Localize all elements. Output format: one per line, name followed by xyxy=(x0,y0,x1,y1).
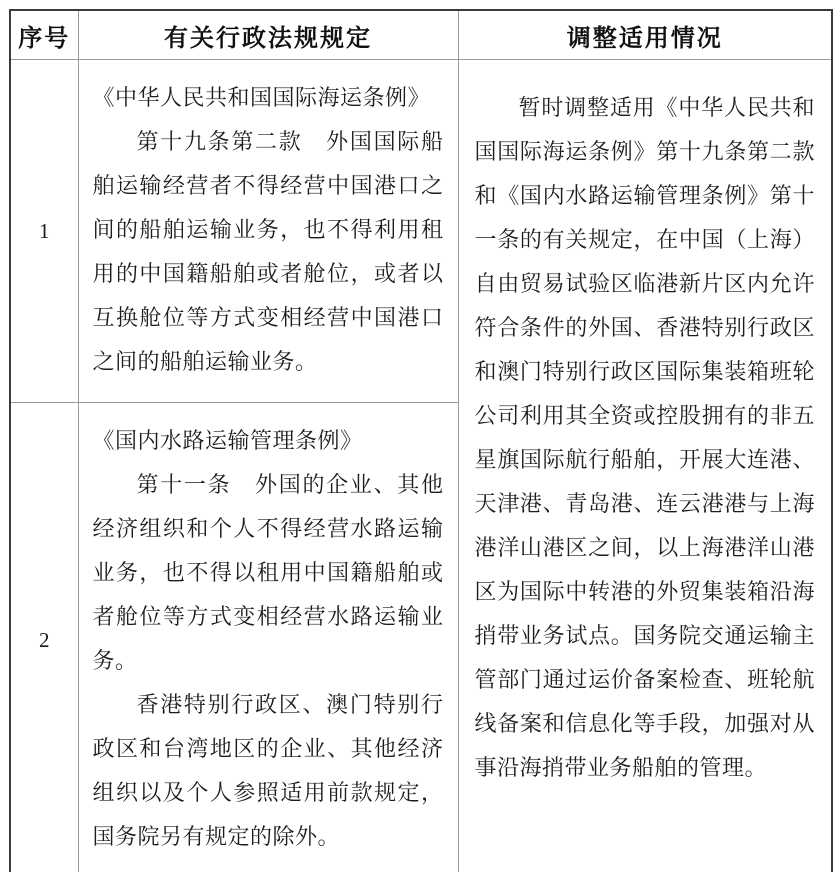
adjustment-text: 暂时调整适用《中华人民共和国国际海运条例》第十九条第二款和《国内水路运输管理条例》第十一条的有关规定，在中国（上海）自由贸易试验区临港新片区内允许符合条件的外国、香港特别行政区和澳门特别行政区国际集装箱班轮公司利用其全资或控股拥有的非五星旗国际航行船舶，开展大连港、天津港、青岛港、连云港港与上海港洋山港区之间，以上海港洋山港区为国际中转港的外贸集装箱沿海捎带业务试点。国务院交通运输主管部门通过运价备案检查、班轮航线备案和信息化等手段，加强对从事沿海捎带业务船舶的管理。 xyxy=(474,95,815,780)
regulation-adjustment-table xyxy=(9,9,833,872)
regulation-cell xyxy=(78,60,458,403)
row-index-cell: 2 xyxy=(10,403,78,872)
column-header-regulation: 有关行政法规规定 xyxy=(78,10,458,60)
regulation-body: 第十九条第二款 外国国际船舶运输经营者不得经营中国港口之间的船舶运输业务，也不得利用租用的中国籍船舶或者舱位，或者以互换舱位等方式变相经营中国港口之间的船舶运输业务。 xyxy=(92,129,444,374)
table-header-row xyxy=(10,10,832,60)
adjustment-cell xyxy=(458,60,832,872)
column-header-index: 序号 xyxy=(10,10,78,60)
table-row xyxy=(10,60,832,403)
regulation-title: 《中华人民共和国国际海运条例》 xyxy=(92,85,431,110)
regulation-body-second: 香港特别行政区、澳门特别行政区和台湾地区的企业、其他经济组织以及个人参照适用前款规定，国务院另有规定的除外。 xyxy=(92,692,444,849)
column-header-adjustment: 调整适用情况 xyxy=(458,10,832,60)
regulation-title: 《国内水路运输管理条例》 xyxy=(92,428,363,453)
row-index-cell: 1 xyxy=(10,60,78,403)
regulation-body: 第十一条 外国的企业、其他经济组织和个人不得经营水路运输业务，也不得以租用中国籍船舶或者舱位等方式变相经营水路运输业务。 xyxy=(92,472,444,673)
regulation-cell xyxy=(78,403,458,872)
